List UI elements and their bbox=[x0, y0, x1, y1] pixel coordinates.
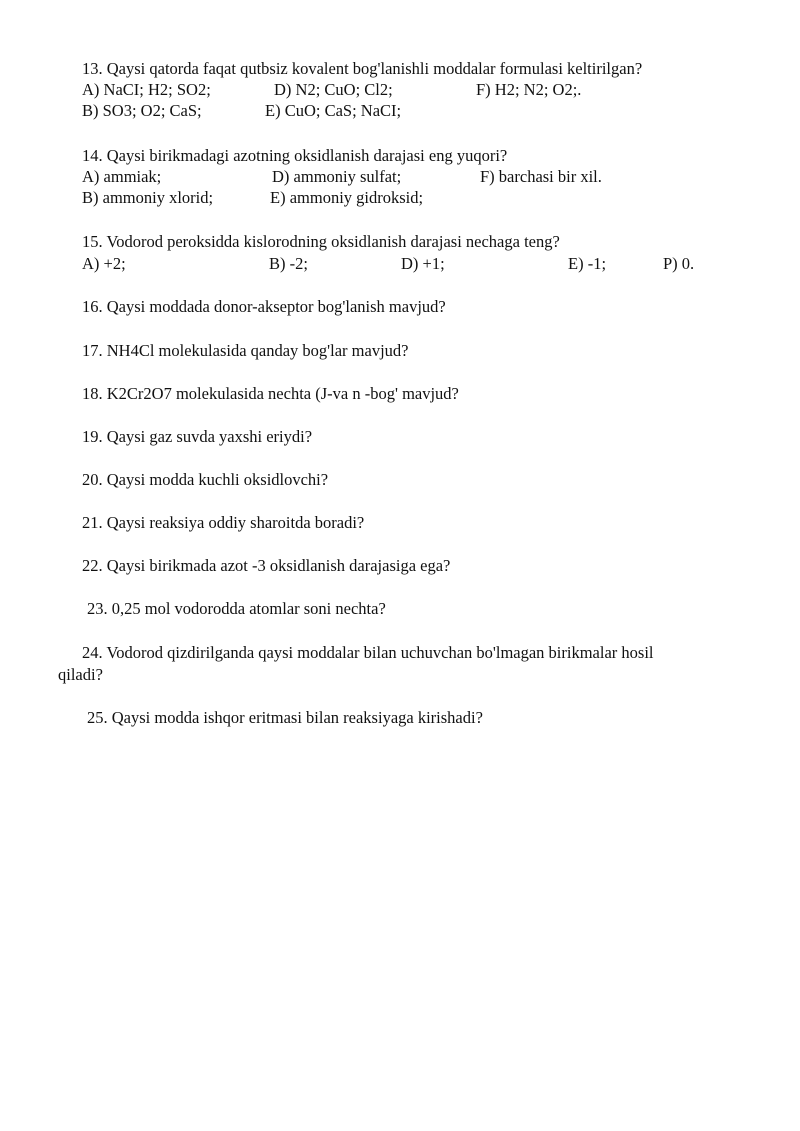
question-17-text: 17. NH4Cl molekulasida qanday bog'lar mavjud? bbox=[82, 341, 409, 360]
question-15-text: 15. Vodorod peroksidda kislorodning oksidlanish darajasi nechaga teng? bbox=[82, 232, 560, 251]
question-19-text: 19. Qaysi gaz suvda yaxshi eriydi? bbox=[82, 427, 313, 446]
q14-option-a: A) ammiak; bbox=[82, 167, 162, 186]
question-23-text: 23. 0,25 mol vodorodda atomlar soni nechta? bbox=[87, 599, 386, 618]
q15-option-e: E) -1; bbox=[568, 254, 607, 273]
q14-option-f: F) barchasi bir xil. bbox=[480, 167, 602, 186]
question-21-text: 21. Qaysi reaksiya oddiy sharoitda boradi? bbox=[82, 513, 365, 532]
question-14-text: 14. Qaysi birikmadagi azotning oksidlanish darajasi eng yuqori? bbox=[82, 146, 508, 165]
question-18-text: 18. K2Cr2O7 molekulasida nechta (J-va n -bog' mavjud? bbox=[82, 384, 459, 403]
question-16-text: 16. Qaysi moddada donor-akseptor bog'lanish mavjud? bbox=[82, 297, 446, 316]
q15-option-d: D) +1; bbox=[401, 254, 445, 273]
q13-option-f: F) H2; N2; O2;. bbox=[476, 80, 582, 99]
q14-option-e: E) ammoniy gidroksid; bbox=[270, 188, 424, 207]
q15-option-a: A) +2; bbox=[82, 254, 126, 273]
q14-option-d: D) ammoniy sulfat; bbox=[272, 167, 402, 186]
q13-option-b: B) SO3; O2; CaS; bbox=[82, 101, 202, 120]
q13-option-a: A) NaCI; H2; SO2; bbox=[82, 80, 211, 99]
q13-option-d: D) N2; CuO; Cl2; bbox=[274, 80, 393, 99]
question-20-text: 20. Qaysi modda kuchli oksidlovchi? bbox=[82, 470, 329, 489]
q15-option-p: P) 0. bbox=[663, 254, 695, 273]
q15-option-b: B) -2; bbox=[269, 254, 308, 273]
question-13-text: 13. Qaysi qatorda faqat qutbsiz kovalent bog'lanishli moddalar formulasi keltirilgan? bbox=[82, 59, 643, 78]
question-24-text-line2: qiladi? bbox=[58, 665, 103, 684]
question-22-text: 22. Qaysi birikmada azot -3 oksidlanish darajasiga ega? bbox=[82, 556, 451, 575]
question-25-text: 25. Qaysi modda ishqor eritmasi bilan reaksiyaga kirishadi? bbox=[87, 708, 483, 727]
question-24-text-line1: 24. Vodorod qizdirilganda qaysi moddalar bilan uchuvchan bo'lmagan birikmalar hosil bbox=[82, 643, 654, 662]
q14-option-b: B) ammoniy xlorid; bbox=[82, 188, 214, 207]
q13-option-e: E) CuO; CaS; NaCI; bbox=[265, 101, 402, 120]
